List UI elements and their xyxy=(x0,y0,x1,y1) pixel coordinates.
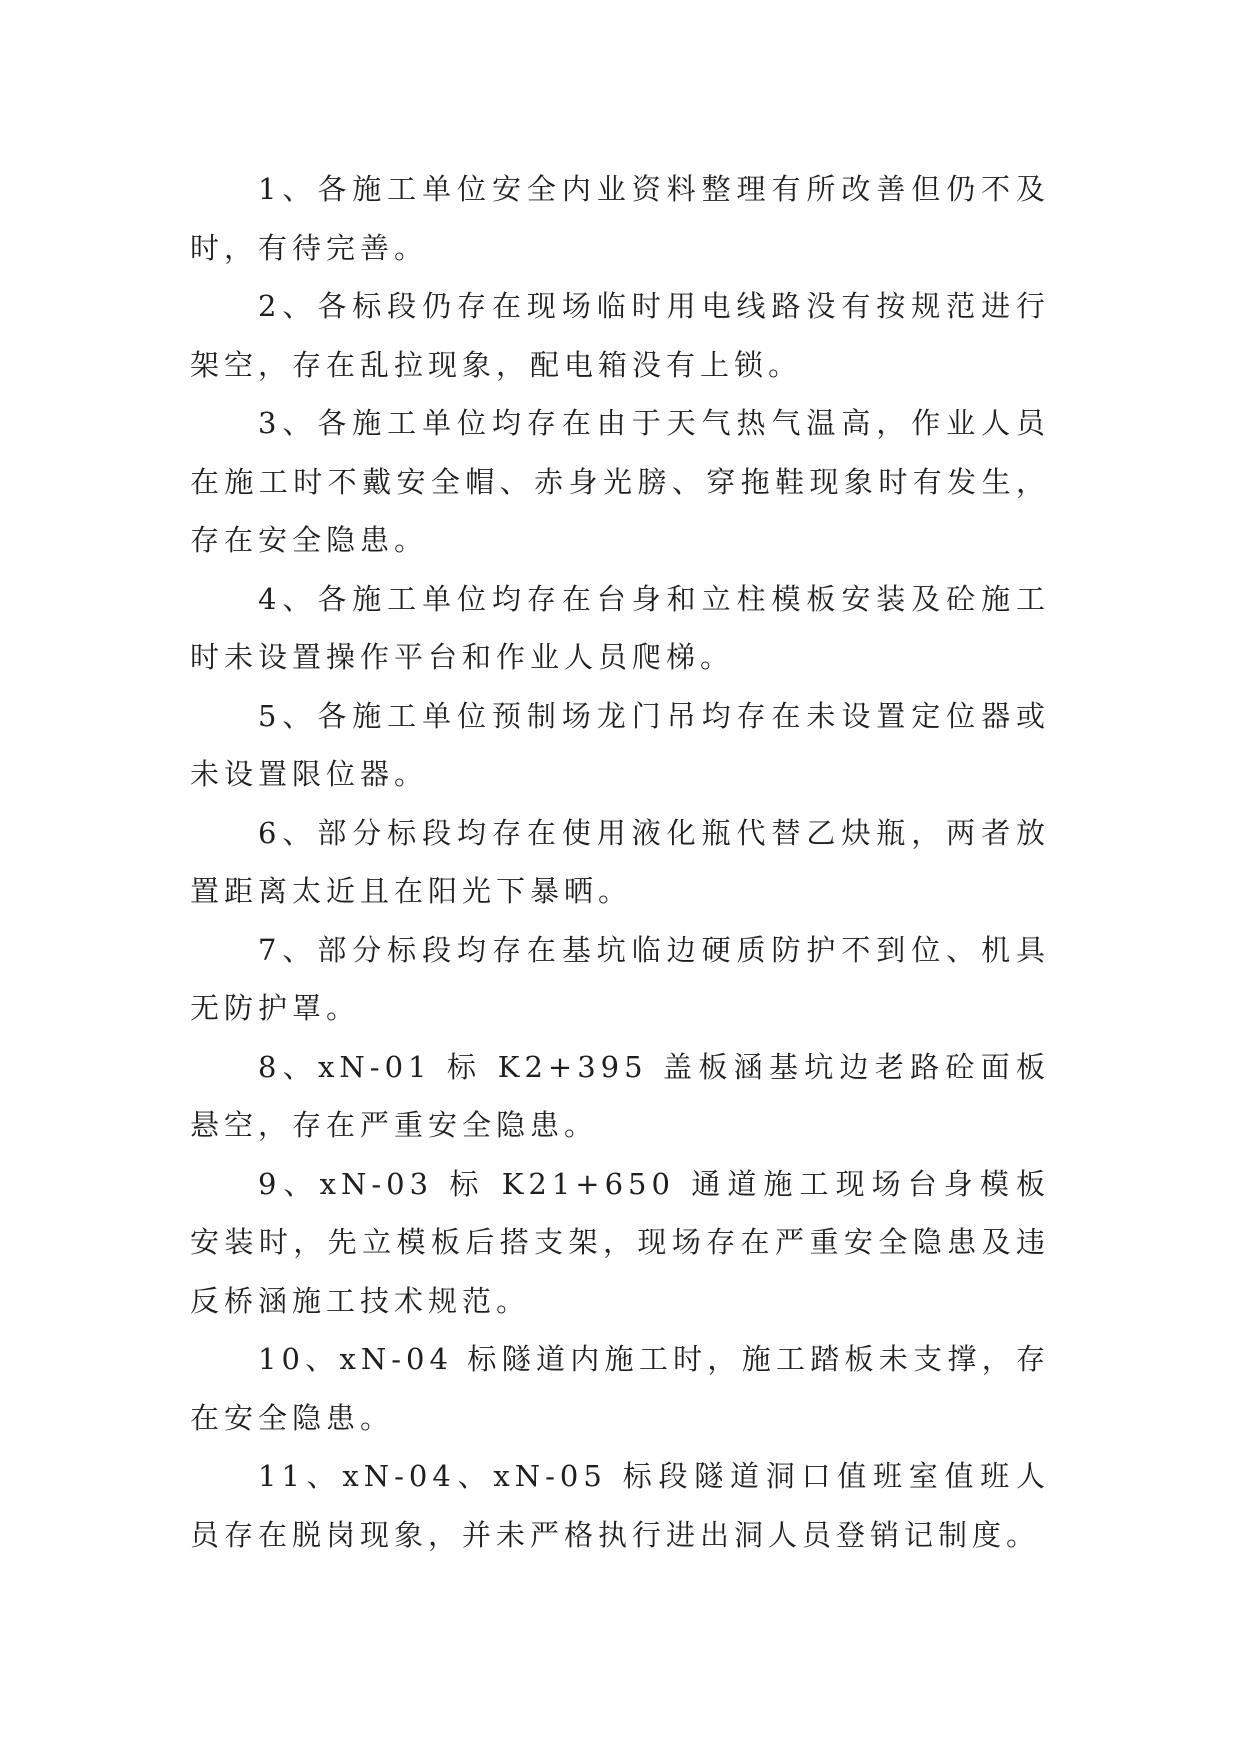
paragraph-5: 5、各施工单位预制场龙门吊均存在未设置定位器或未设置限位器。 xyxy=(190,698,1050,791)
paragraph-11: 11、xN-04、xN-05 标段隧道洞口值班室值班人员存在脱岗现象，并未严格执行进出洞人员登销记制度。 xyxy=(190,1459,1050,1552)
document-body xyxy=(190,160,1050,1564)
paragraph-2: 2、各标段仍存在现场临时用电线路没有按规范进行架空，存在乱拉现象，配电箱没有上锁。 xyxy=(190,289,1050,382)
paragraph-1: 1、各施工单位安全内业资料整理有所改善但仍不及时，有待完善。 xyxy=(190,172,1050,265)
paragraph-6: 6、部分标段均存在使用液化瓶代替乙炔瓶，两者放置距离太近且在阳光下暴晒。 xyxy=(190,815,1050,908)
paragraph-9: 9、xN-03 标 K21+650 通道施工现场台身模板安装时，先立模板后搭支架，现场存在严重安全隐患及违反桥涵施工技术规范。 xyxy=(190,1166,1050,1318)
paragraph-4: 4、各施工单位均存在台身和立柱模板安装及砼施工时未设置操作平台和作业人员爬梯。 xyxy=(190,581,1050,674)
paragraph-10: 10、xN-04 标隧道内施工时，施工踏板未支撑，存在安全隐患。 xyxy=(190,1342,1050,1435)
paragraph-3: 3、各施工单位均存在由于天气热气温高，作业人员在施工时不戴安全帽、赤身光膀、穿拖鞋现象时有发生，存在安全隐患。 xyxy=(190,406,1050,557)
paragraph-7: 7、部分标段均存在基坑临边硬质防护不到位、机具无防护罩。 xyxy=(190,932,1050,1025)
paragraph-8: 8、xN-01 标 K2+395 盖板涵基坑边老路砼面板悬空，存在严重安全隐患。 xyxy=(190,1049,1050,1142)
